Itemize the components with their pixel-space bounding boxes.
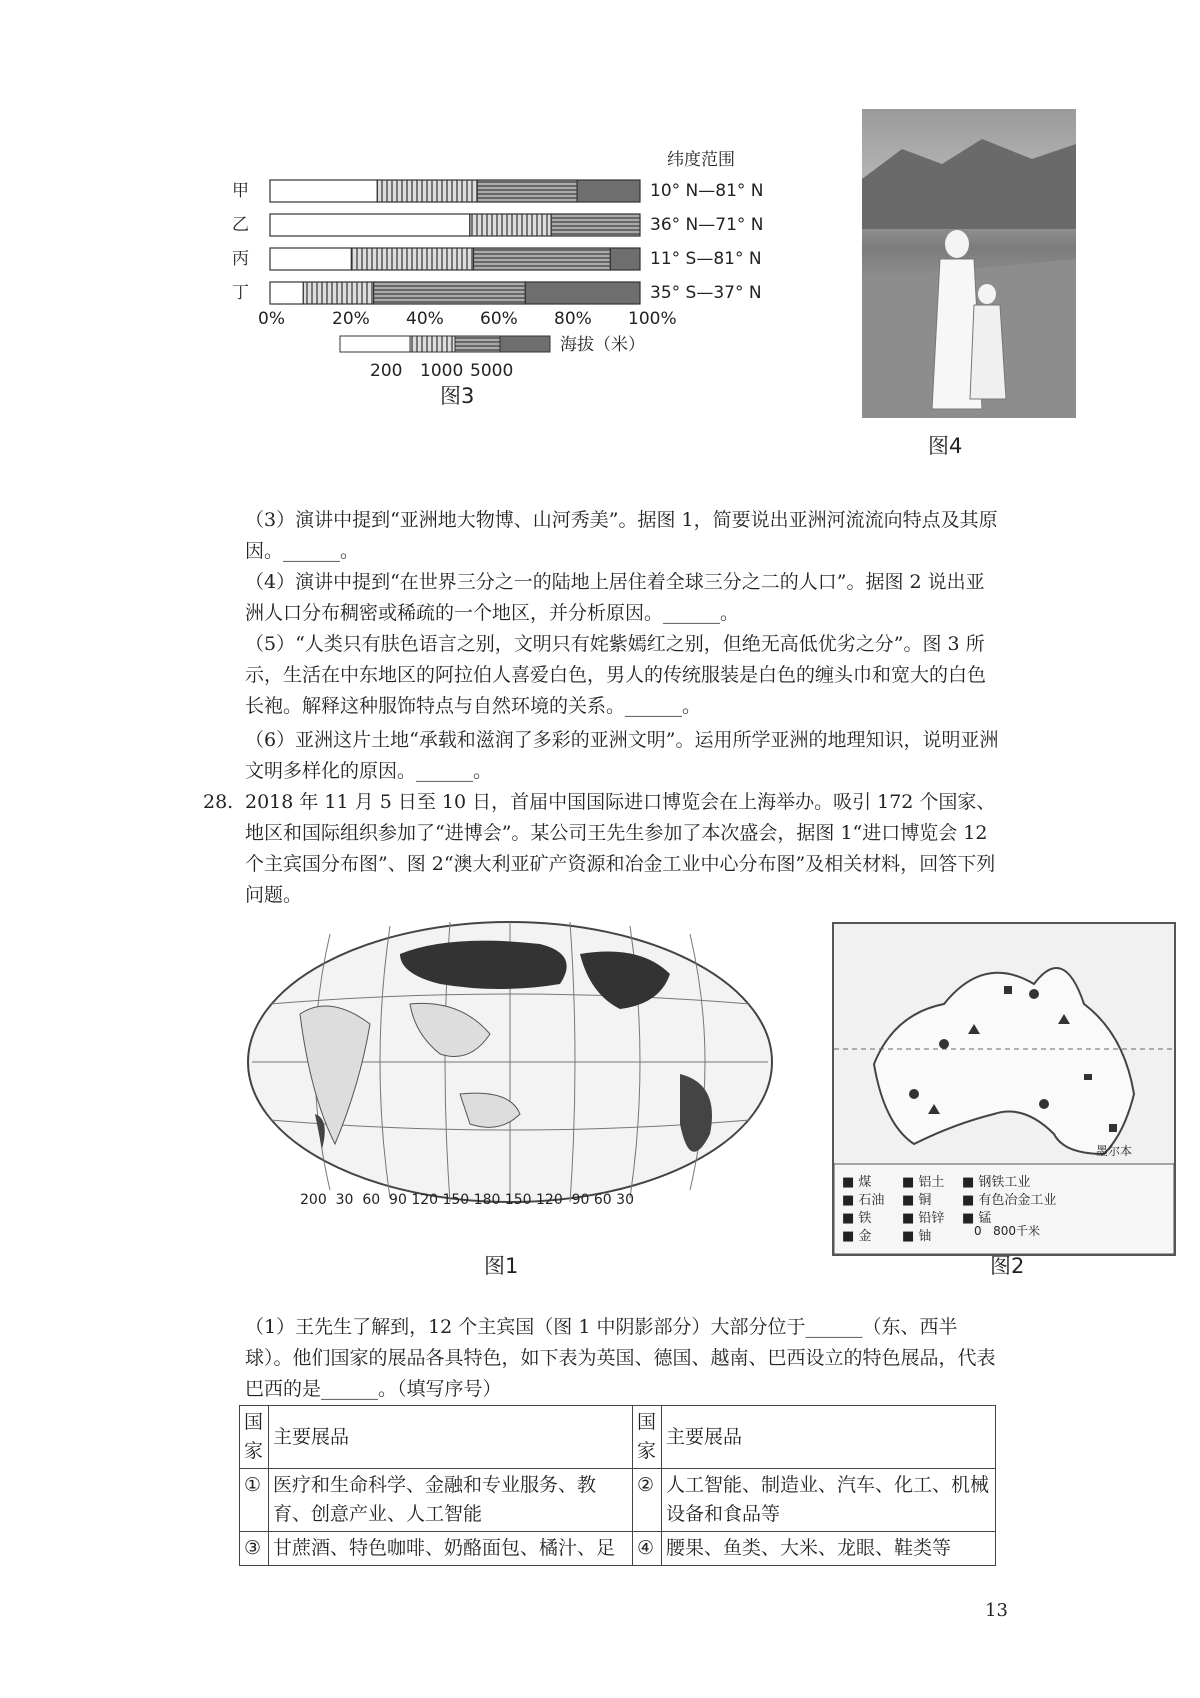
bar-segment [551,214,640,236]
bar-label: 乙 [232,215,249,235]
legend-item: ■ 铝土 [902,1175,945,1190]
row-number: ① [240,1469,269,1532]
question-6: （6）亚洲这片土地“承载和滋润了多彩的亚洲文明”。运用所学亚洲的地理知识，说明亚洲文明多样化的原因。______。 [245,729,999,782]
legend-item: ■ 铁 [842,1211,872,1226]
legend-swatch [455,336,500,352]
header-country-a: 国家 [240,1406,269,1469]
bar-segment [470,214,551,236]
legend-value: 5000 [470,361,514,381]
latitude-range: 35° S—37° N [650,283,762,303]
bar-segment [477,180,577,202]
figure4-people-illustration [862,109,1076,418]
table-row [240,1532,996,1566]
figure2-caption: 图2 [990,1254,1025,1278]
table-row [240,1469,996,1532]
question-4: （4）演讲中提到“在世界三分之一的陆地上居住着全球三分之二的人口”。据图 2 说出亚洲人口分布稠密或稀疏的一个地区，并分析原因。______。 [245,571,985,624]
legend-item: ■ 锰 [962,1211,992,1226]
bar-label: 丁 [232,283,249,303]
row-items: 人工智能、制造业、汽车、化工、机械设备和食品等 [662,1469,996,1532]
bar-segment [351,248,473,270]
header-country-b: 国家 [633,1406,662,1469]
question-5: （5）“人类只有肤色语言之别，文明只有姹紫嫣红之别，但绝无高低优劣之分”。图 3 所示，生活在中东地区的阿拉伯人喜爱白色，男人的传统服装是白色的缠头巾和宽大的白色长袍。解释这种服饰特点与自然环境的关系。______。 [245,633,987,717]
figure3-title: 纬度范围 [667,150,735,170]
bar-segment [525,282,640,304]
page-number: 13 [985,1600,1008,1621]
bar-segment [270,282,303,304]
legend-item: ■ 铜 [902,1193,932,1208]
bar-segment [610,248,640,270]
legend-item: ■ 石油 [842,1193,885,1208]
x-tick-label: 80% [554,309,592,329]
bar-label: 丙 [232,249,249,269]
latitude-range: 11° S—81° N [650,249,762,269]
figure4-photo [862,109,1076,418]
legend-title: 海拔（米） [560,335,645,355]
bar-segment [270,248,351,270]
legend-item: ■ 煤 [842,1175,872,1190]
x-tick-label: 40% [406,309,444,329]
figure1-lon-labels: 200 30 60 90 120 150 180 150 120 90 60 30 [300,1192,634,1208]
legend-swatch [410,336,455,352]
figure1-caption: 图1 [484,1254,519,1278]
latitude-range: 10° N—81° N [650,181,764,201]
exhibits-table [239,1405,996,1566]
x-tick-label: 0% [258,309,285,329]
figure3-caption: 图3 [440,384,475,408]
x-tick-label: 100% [628,309,677,329]
question-28-number: 28. [203,791,234,813]
legend-swatch [340,336,410,352]
latitude-range: 36° N—71° N [650,215,764,235]
figure4-caption: 图4 [928,434,963,458]
header-items-b: 主要展品 [662,1406,996,1469]
header-items-a: 主要展品 [269,1406,633,1469]
legend-item: ■ 金 [842,1229,872,1244]
x-tick-label: 60% [480,309,518,329]
bar-segment [303,282,373,304]
legend-item: ■ 铅锌 [902,1211,945,1226]
legend-value: 200 [370,361,403,381]
figure2-city-label: 墨尔本 [1096,1144,1133,1158]
bar-segment [270,214,470,236]
table-header-row [240,1406,996,1469]
row-items: 甘蔗酒、特色咖啡、奶酪面包、橘汁、足 [269,1532,633,1566]
row-number: ③ [240,1532,269,1566]
row-items: 医疗和生命科学、金融和专业服务、教育、创意产业、人工智能 [269,1469,633,1532]
figure2-australia-map [832,922,1176,1256]
legend-item: ■ 有色冶金工业 [962,1193,1057,1208]
row-number: ④ [633,1532,662,1566]
figure2-scale: 0 800千米 [974,1224,1040,1238]
figure1-world-map [240,914,780,1214]
legend-item: ■ 钢铁工业 [962,1175,1031,1190]
legend-value: 1000 [420,361,464,381]
bar-segment [374,282,526,304]
x-tick-label: 20% [332,309,370,329]
legend-swatch [500,336,550,352]
bar-segment [270,180,377,202]
question-3: （3）演讲中提到“亚洲地大物博、山河秀美”。据图 1，简要说出亚洲河流流向特点及其原因。______。 [245,509,998,562]
row-items: 腰果、鱼类、大米、龙眼、鞋类等 [662,1532,996,1566]
bar-segment [474,248,611,270]
row-number: ② [633,1469,662,1532]
legend-item: ■ 铀 [902,1229,932,1244]
bar-segment [377,180,477,202]
question-28-sub1: （1）王先生了解到，12 个主宾国（图 1 中阴影部分）大部分位于______（东、西半球）。他们国家的展品各具特色，如下表为英国、德国、越南、巴西设立的特色展品，代表巴西的是______。（填写序号） [245,1316,996,1400]
bar-label: 甲 [232,181,249,201]
figure3-chart [220,140,780,410]
question-28-intro: 2018 年 11 月 5 日至 10 日，首届中国国际进口博览会在上海举办。吸引 172 个国家、地区和国际组织参加了“进博会”。某公司王先生参加了本次盛会，据图 1“进口博览会 12 个主宾国分布图”、图 2“澳大利亚矿产资源和冶金工业中心分布图”及相关材料，回答下列问题。 [245,791,996,906]
bar-segment [577,180,640,202]
